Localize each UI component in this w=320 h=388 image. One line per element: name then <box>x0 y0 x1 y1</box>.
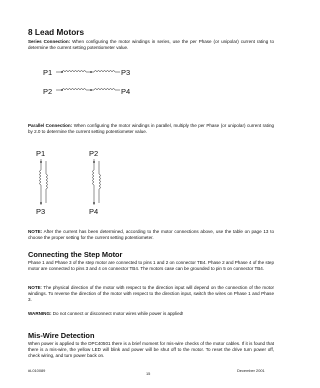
series-label-p1: P1 <box>43 68 53 77</box>
note-current-text: After the current has been determined, according to the motor connections above, use the table on page 13 to choose the proper setting for the current setting potentiometer. <box>28 229 274 241</box>
warning-label: WARNING: <box>28 311 52 316</box>
parallel-connection-text: When configuring the motor windings in parallel, multiply the per Phase (or unipolar) current rating by 2.0 to determine the current setting potentiometer value. <box>28 123 275 135</box>
mis-wire-paragraph: When power is applied to the DPC40501 there is a brief moment for mis-wire checks of the motor cables. If it is found that there is a mis-wire, the yellow LED will blink and power will be shut off to the motor. To reset the drive turn power off, check wiring, and turn power back on. <box>28 341 274 359</box>
section-title-connecting-step-motor: Connecting the Step Motor <box>28 250 123 259</box>
connecting-step-motor-paragraph: Phase 1 and Phase 3 of the step motor are connected to pins 1 and 2 on connector TB4. Phase 2 and Phase 4 of the step motor are connected to pins 3 and 4 on connector TB4. The motors case can be grounded to pin 5 on connector TB4. <box>28 260 274 272</box>
series-label-p3: P3 <box>121 68 131 77</box>
series-connection-label: Series Connection: <box>28 39 71 44</box>
parallel-dot-4 <box>93 202 95 204</box>
note-direction-text: : The physical direction of the motor with respect to the direction input will depend on the connection of the motor windings. To reverse the direction of the motor with respect to the direction input, switch the wires on Phase 1 and Phase 3. <box>28 285 274 303</box>
note-current-paragraph <box>28 229 274 241</box>
parallel-winding-right <box>93 159 101 205</box>
footer-doc-number: #L010089 <box>28 368 46 373</box>
parallel-dot-1 <box>40 161 42 163</box>
section-title-mis-wire-detection: Mis-Wire Detection <box>28 331 95 340</box>
parallel-label-p3: P3 <box>36 207 46 216</box>
footer-page-number: 15 <box>146 371 151 376</box>
parallel-dot-2 <box>40 202 42 204</box>
parallel-dot-3 <box>93 161 95 163</box>
note-current-label: NOTE: <box>28 229 43 234</box>
parallel-label-p2: P2 <box>89 149 99 158</box>
section-title-8-lead-motors: 8 Lead Motors <box>28 28 85 37</box>
series-label-p2: P2 <box>43 87 53 96</box>
footer-date: December 2001 <box>237 368 265 373</box>
parallel-winding-left <box>40 159 48 205</box>
parallel-connection-label: Parallel Connection: <box>28 123 73 128</box>
series-label-p4: P4 <box>121 87 131 96</box>
warning-text: Do not connect or disconnect motor wires while power is applied! <box>51 311 184 316</box>
note-direction-label: NOTE <box>28 285 41 290</box>
series-connection-text: When configuring the motor windings in series, use the per Phase (or unipolar) current rating to determine the current setting potentiometer value. <box>28 39 274 51</box>
parallel-label-p4: P4 <box>89 207 99 216</box>
note-direction-paragraph <box>28 285 274 303</box>
parallel-label-p1: P1 <box>36 149 46 158</box>
warning-paragraph <box>28 311 274 317</box>
